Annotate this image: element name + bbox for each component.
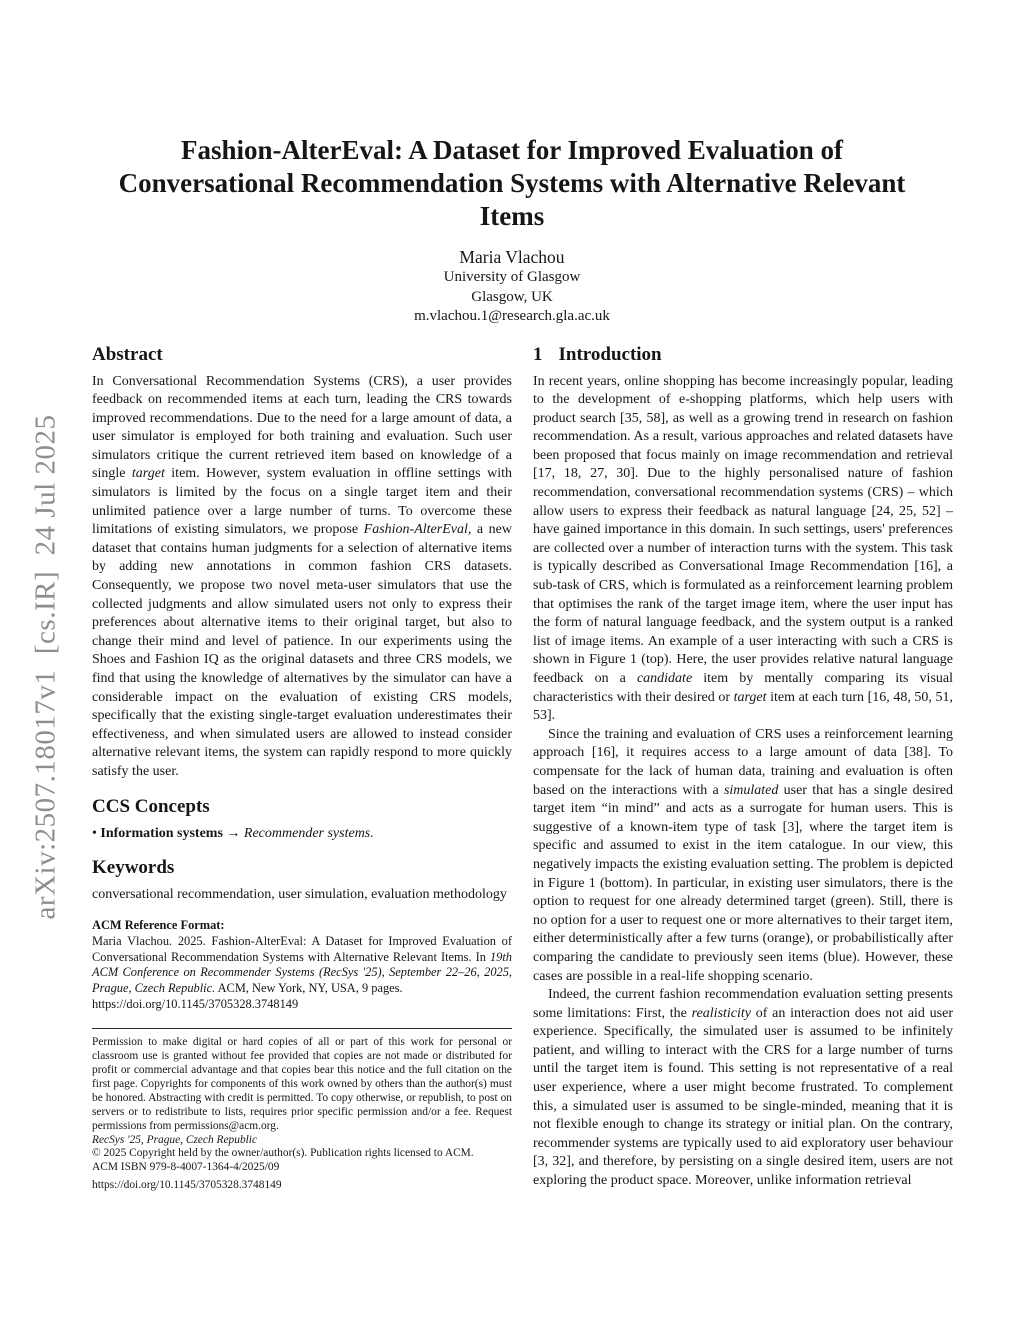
- footnote-block: [92, 1028, 512, 1193]
- left-column: [92, 343, 512, 1194]
- ccs-heading: CCS Concepts: [92, 795, 210, 817]
- paper-title: Fashion-AlterEval: A Dataset for Improved Evaluation of Conversational Recommendation Systems with Alternative Relevant Items: [118, 135, 906, 231]
- footnote-doi-link[interactable]: https://doi.org/10.1145/3705328.3748149: [92, 1179, 282, 1192]
- intro-paragraph-2: Since the training and evaluation of CRS uses a reinforcement learning approach [16], it requires access to a large amount of data [38]. To compensate for the lack of human data, training and evaluation is often based on the interactions with a simulated user that has a single desired target item “in mind” and acts as a surrogate for human users. This is suggestive of a known-item type of task [3], where the target item is specific and assumed to exist in the item catalogue. In our view, this negatively impacts the existing evaluation setting. The problem is depicted in Figure 1 (bottom). In particular, in existing user simulators, there is the option to request for one already determined target (green). Still, there is no option for a user to request one or more alternatives to their target item, either deterministically after a few turns (orange), or probabilistically after comparing the candidate to previously seen items (blue). However, these cases are possible in a real-life shopping scenario.: [533, 726, 953, 984]
- keywords-heading: Keywords: [92, 857, 175, 879]
- acm-reference-block: [92, 918, 512, 1013]
- section-title: Introduction: [558, 343, 662, 365]
- author-location: Glasgow, UK: [471, 288, 553, 305]
- acm-reference-heading: ACM Reference Format:: [92, 917, 225, 932]
- acm-reference-doi-link[interactable]: https://doi.org/10.1145/3705328.3748149: [92, 997, 299, 1012]
- intro-paragraph-3: Indeed, the current fashion recommendation evaluation setting presents some limitations: First, the realisticity of an interaction does not aid user experience. Specifically, the simulated user is assumed to be infinitely patient, and willing to interact with the CRS for a large number of turns until the target item is found. This setting is not representative of a real user experience, where a user might become frustrated. To complement this, a simulated user is assumed to be single-minded, meaning that it is not flexible enough to change its strategy or initial plan. On the contrary, recommender systems are typically used to aid exploratory user behaviour [3, 32], and therefore, by persisting on a single desired item, users are not exploring the product space. Moreover, unlike information retrieval: [533, 987, 953, 1189]
- footnote-isbn: ACM ISBN 979-8-4007-1364-4/2025/09: [92, 1161, 280, 1174]
- abstract-heading: Abstract: [92, 343, 163, 365]
- acm-reference-text: Maria Vlachou. 2025. Fashion-AlterEval: A Dataset for Improved Evaluation of Conversational Recommendation Systems with Alternative Relevant Items. In 19th ACM Conference on Recommender Systems (RecSys '25), September 22–26, 2025, Prague, Czech Republic. ACM, New York, NY, USA, 9 pages.: [92, 933, 512, 996]
- right-column: [533, 343, 953, 1191]
- section-number: 1: [533, 343, 543, 365]
- ccs-concepts-line: • Information systems → Recommender systems.: [92, 825, 374, 841]
- footnote-venue: RecSys '25, Prague, Czech Republic: [92, 1133, 258, 1146]
- permission-statement: Permission to make digital or hard copies of all or part of this work for personal or classroom use is granted without fee provided that copies are not made or distributed for profit or commercial advantage and that copies bear this notice and the full citation on the first page. Copyrights for components of this work owned by others than the author(s) must be honored. Abstracting with credit is permitted. To copy otherwise, or republish, to post on servers or to redistribute to lists, requires prior specific permission and/or a fee. Request permissions from permissions@acm.org.: [92, 1036, 512, 1132]
- intro-paragraph-1: In recent years, online shopping has become increasingly popular, leading to the development of e-shopping platforms, which help users with product search [35, 58], as well as a growing trend in research on fashion recommendation. As a result, various approaches and related datasets have been proposed that focus mainly on image recommendation and retrieval [17, 18, 27, 30]. Due to the highly personalised nature of fashion recommendation, conversational recommendation systems (CRS) – which allow users to express their feedback as natural language [24, 25, 52] – have gained importance in this domain. In such settings, users' preferences are collected over a number of interaction turns with the system. This task is typically described as Conversational Image Recommendation [16], a sub-task of CRS, which is formulated as a reinforcement learning problem that optimises the rank of the target image item, where the user input has the form of natural language feedback, and the system output is a ranked list of image items. An example of a user interacting with such a CRS is shown in Figure 1 (top). Here, the user provides relative natural language feedback on a candidate item by mentally comparing its visual characteristics with their desired or target item at each turn [16, 48, 50, 51, 53].: [533, 373, 954, 724]
- arxiv-watermark: arXiv:2507.18017v1 [cs.IR] 24 Jul 2025: [29, 414, 62, 920]
- author-email[interactable]: m.vlachou.1@research.gla.ac.uk: [414, 308, 610, 324]
- abstract-text: In Conversational Recommendation Systems (CRS), a user provides feedback on recommended items at each turn, leading the CRS towards improved recommendations. Due to the need for a large amount of data, a user simulator is employed for both training and evaluation. Such user simulators critique the current retrieved item based on knowledge of a single target item. However, system evaluation in offline settings with simulators is limited by the focus on a single target item and their unlimited patience over a large number of turns. To overcome these limitations of existing simulators, we propose Fashion-AlterEval, a new dataset that contains human judgments for a selection of alternative items by adding new annotations in common fashion CRS datasets. Consequently, we propose two novel meta-user simulators that use the collected judgments and allow simulated users not only to express their preferences about alternative items to their original target, but also to change their mind and level of patience. In our experiments using the Shoes and Fashion IQ as the original datasets and three CRS models, we find that using the knowledge of alternatives by the simulator can have a considerable impact on the evaluation of existing CRS models, specifically that the existing single-target evaluation underestimates their effectiveness, and when simulated users are allowed to instead consider alternative relevant items, the system can rapidly respond to more quickly satisfy the user.: [92, 373, 512, 779]
- keywords-text: conversational recommendation, user simulation, evaluation methodology: [92, 887, 507, 903]
- author-affiliation: University of Glasgow: [443, 269, 581, 285]
- footnote-copyright: © 2025 Copyright held by the owner/author(s). Publication rights licensed to ACM.: [92, 1147, 474, 1160]
- paper-header: [0, 0, 1024, 327]
- two-column-body: [0, 343, 1024, 1194]
- author-name: Maria Vlachou: [459, 247, 565, 267]
- introduction-heading: [533, 343, 953, 366]
